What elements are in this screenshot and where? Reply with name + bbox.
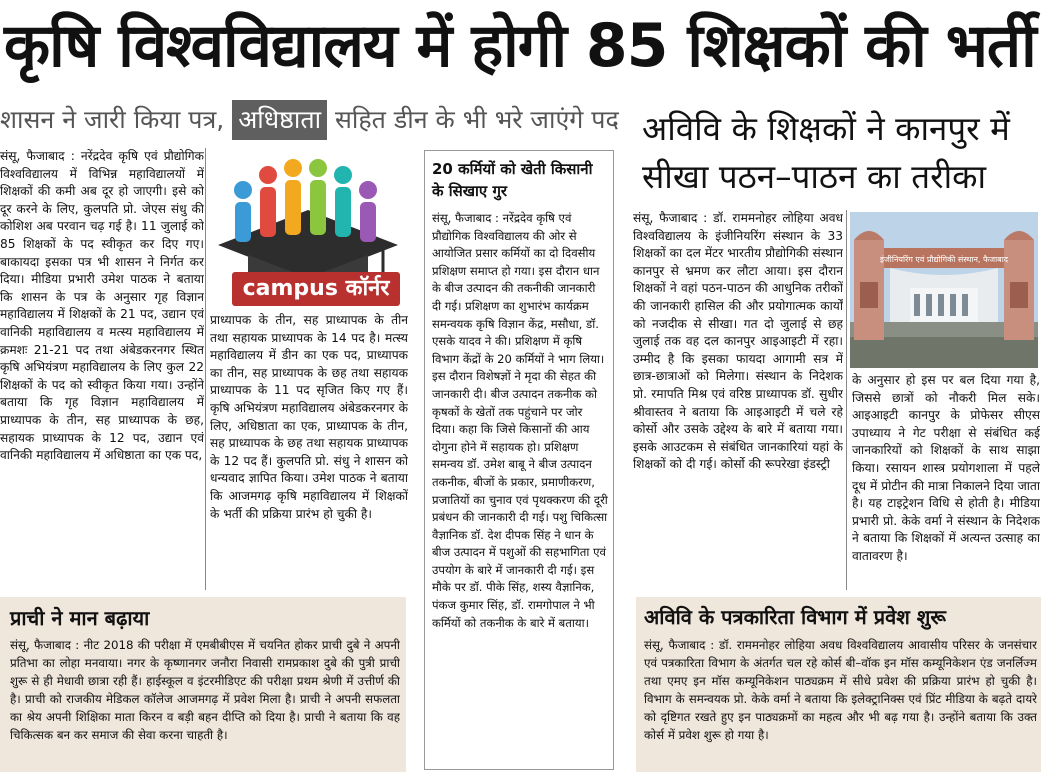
subhead — [0, 100, 620, 140]
right-story-title: अविवि के शिक्षकों ने कानपुर में सीखा पठन–पाठन का तरीका — [642, 109, 1010, 196]
right-story-col1: संसू, फैजाबाद : डॉ. राममनोहर लोहिया अवध विश्वविद्यालय के इंजीनियरिंग संस्थान के 33 शिक्षकों का दल मेंटर भारतीय प्रौद्योगिकी संस्थान कानपुर से भ्रमण कर लौटा आया। इस दौरान शिक्षकों ने वहां पठन-पाठन की आधुनिक तरीकों की जानकारी हासिल की और प्रयोगात्मक कार्यों को नजदीक से सीखा। गत दो जुलाई से छह जुलाई तक वह दल कानपुर आइआइटी में रहा। उम्मीद है कि इसका फायदा आगामी सत्र में छात्र-छात्राओं को मिलेगा। संस्थान के निदेशक प्रो. रमापति मिश्र एवं वरिष्ठ प्राध्यापक डॉ. सुधीर श्रीवास्तव ने बताया कि आइआइटी में चले रहे कोर्सो और उसके उद्देश्य के बारे में बताया गया। इसके आउटकम से संबंधित जानकारियां यहां के शिक्षकों को दी गई। कोर्सो की रूपरेखा इंडस्ट्री — [633, 211, 843, 472]
column-divider — [205, 148, 206, 590]
headline: कृषि विश्वविद्यालय में होगी 85 शिक्षकों की भर्ती — [4, 11, 1036, 81]
subhead-tail: सहित डीन के भी भरे जाएंगे पद — [327, 105, 619, 134]
subhead-lead: शासन ने जारी किया पत्र, — [0, 105, 233, 134]
prachi-body: संसू, फैजाबाद : नीट 2018 की परीक्षा में एमबीबीएस में चयनित होकर प्राची दुबे ने अपनी प्रतिभा का लोहा मनवाया। नगर के कृष्णानगर जनौरा निवासी रामप्रकाश दुबे की पुत्री प्राची शुरू से ही मेधावी छात्रा रही हैं। हाईस्कूल व इंटरमीडिएट की परीक्षा प्रथम श्रेणी में उत्तीर्ण की है। प्राची को राजकीय मेडिकल कॉलेज आजमगढ़ में प्रवेश मिला है। प्राची ने अपनी सफलता का श्रेय अपनी शिक्षिका माता किरन व बड़ी बहन दीप्ति को दिया है। प्राची ने बताया कि वह चिकित्सक बन कर समाज की सेवा करना चाहती है। — [10, 638, 400, 742]
journalism-title: अविवि के पत्रकारिता विभाग में प्रवेश शुरू — [644, 605, 946, 629]
photo-caption: इंजीनियरिंग एवं प्रौद्योगिकी संस्थान, फैजाबाद — [879, 255, 1009, 264]
training-body: संसू, फैजाबाद : नरेंद्रदेव कृषि एवं प्रौद्योगिक विश्वविद्यालय की ओर से आयोजित प्रसार कर्मियों का दो दिवसीय प्रशिक्षण समाप्त हो गया। इस दौरान धान के बीज उत्पादन की तकनीकी जानकारी दी गई। प्रशिक्षण का शुभारंभ कार्यक्रम समन्वयक कृषि विज्ञान केंद्र, मसौधा, डॉ. एसके यादव ने की। प्रशिक्षण में कृषि विभाग केंद्रों के 20 कर्मियों ने भाग लिया। इस दौरान विशेषज्ञों ने मृदा की सेहत की जानकारी दी। बीज उत्पादन तकनीक को कृषकों के खेतों तक पहुंचाने पर जोर दिया। कहा कि जिसे किसानों की आय दोगुना होने में सहायक हो। प्रशिक्षण समन्वय डॉ. उमेश बाबू ने बीज उत्पादन तकनीक, बीजों के प्रकार, प्रमाणीकरण, प्रजातियों का चुनाव एवं पृथक्करण की दूरी प्रबंधन की जानकारी दी गई। पशु चिकित्सा वैज्ञानिक डॉ. देश दीपक सिंह ने धान के बीज उत्पादन में पशुओं की सहभागिता एवं उपयोग के बारे में जानकारी दी गई। इस मौके पर डॉ. पीके सिंह, शस्य वैज्ञानिक, पंकज कुमार सिंह, डॉ. रामगोपाल ने भी कर्मियों को तकनीक के बारे में बताया। — [432, 211, 608, 630]
training-title: 20 कर्मियों को खेती किसानी के सिखाए गुर — [432, 160, 593, 200]
right-story-col2: के अनुसार हो इस पर बल दिया गया है, जिससे छात्रों को नौकरी मिल सके। आइआइटी कानपुर के प्रोफेसर सीएस उपाध्याय ने गेट परीक्षा से संबंधित कई जानकारियों को शिक्षकों के साथ साझा किया। रसायन शास्त्र प्रयोगशाला में पहले दूध में प्रोटीन की मात्रा निकालने दिया जाता है। यह टाइट्रेशन विधि से होती है। मीडिया प्रभारी प्रो. केके वर्मा ने संस्थान के निदेशक ने बताया कि शिक्षकों में अत्यन्त उत्साह का वातावरण है। — [852, 373, 1040, 563]
campus-corner-label: campus कॉर्नर — [232, 272, 400, 306]
subhead-tag: अधिष्ठाता — [232, 100, 327, 140]
journalism-body: संसू, फैजाबाद : डॉ. राममनोहर लोहिया अवध विश्वविद्यालय आवासीय परिसर के जनसंचार एवं पत्रकारिता विभाग के अंतर्गत चल रहे कोर्स बी–वॉक इन मॉस कम्यूनिकेशन एंड जनर्लिज्म तथा एमए इन मॉस कम्यूनिकेशन पाठ्यक्रम में सीधे प्रवेश की प्रक्रिया प्रारंभ हो चुकी है। विभाग के समन्वयक प्रो. केके वर्मा ने बताया कि इलेक्ट्रानिक्स एवं प्रिंट मीडिया के बढ़ते दायरे को दृष्टिगत रखते हुए इन पाठ्यक्रमों का महत्व और भी बढ़ गया है। उन्होंने बताया कि उक्त कोर्स में प्रवेश शुरू हो गया है। — [644, 638, 1037, 742]
column-divider — [846, 210, 847, 590]
main-story-col2: प्राध्यापक के तीन, सह प्राध्यापक के तीन तथा सहायक प्राध्यापक के 14 पद है। मत्स्य महाविद्यालय में डीन का एक पद, प्राध्यापक का तीन, सह प्राध्यापक के छह तथा सहायक प्राध्यापक के 11 पद सृजित किए गए हैं। कृषि अभियंत्रण महाविद्यालय अंबेडकरनगर के लिए, अधिष्ठाता का एक, प्राध्यापक के तीन, सह प्राध्यापक के छह तथा सहायक प्राध्यापक के 12 पद हैं। कुलपति प्रो. संधु ने शासन को धन्यवाद ज्ञापित किया। उमेश पाठक ने बताया कि आजमगढ़ कृषि महाविद्यालय में शिक्षकों के भर्ती की प्रक्रिया प्रारंभ हो चुकी है। — [210, 313, 408, 521]
institute-building-photo — [850, 212, 1038, 368]
prachi-title: प्राची ने मान बढ़ाया — [10, 606, 150, 630]
main-story-col1: संसू, फैजाबाद : नरेंद्रदेव कृषि एवं प्रौद्योगिक विश्वविद्यालय में विभिन्न महाविद्यालयों में शिक्षकों की कमी अब दूर हो जाएगी। इसे को दूर करने के लिए, कुलपति प्रो. जेएस संधु की कोशिश अब परवान चढ़ गई है। 11 जुलाई को 85 शिक्षकों के पद स्वीकृत कर दिए गए। बाकायदा इसका पत्र भी शासन ने निर्गत कर दिया। मीडिया प्रभारी उमेश पाठक ने बताया कि शासन के पत्र के अनुसार गृह विज्ञान महाविद्यालय में शिक्षकों के 21 पद, उद्यान एवं वानिकी महाविद्यालय व मत्स्य महाविद्यालय में क्रमशः 21-21 पद तथा अंबेडकरनगर स्थित कृषि अभियंत्रण महाविद्यालय के लिए कुल 22 शिक्षकों के पद को स्वीकृत किया गया। उन्होंने बताया कि गृह विज्ञान महाविद्यालय में प्राध्यापक के तीन, सह प्राध्यापक के छह, सहायक प्राध्यापक के 12 पद, उद्यान एवं वानिकी महाविद्यालय में अधिष्ठाता का एक पद, — [0, 149, 204, 463]
